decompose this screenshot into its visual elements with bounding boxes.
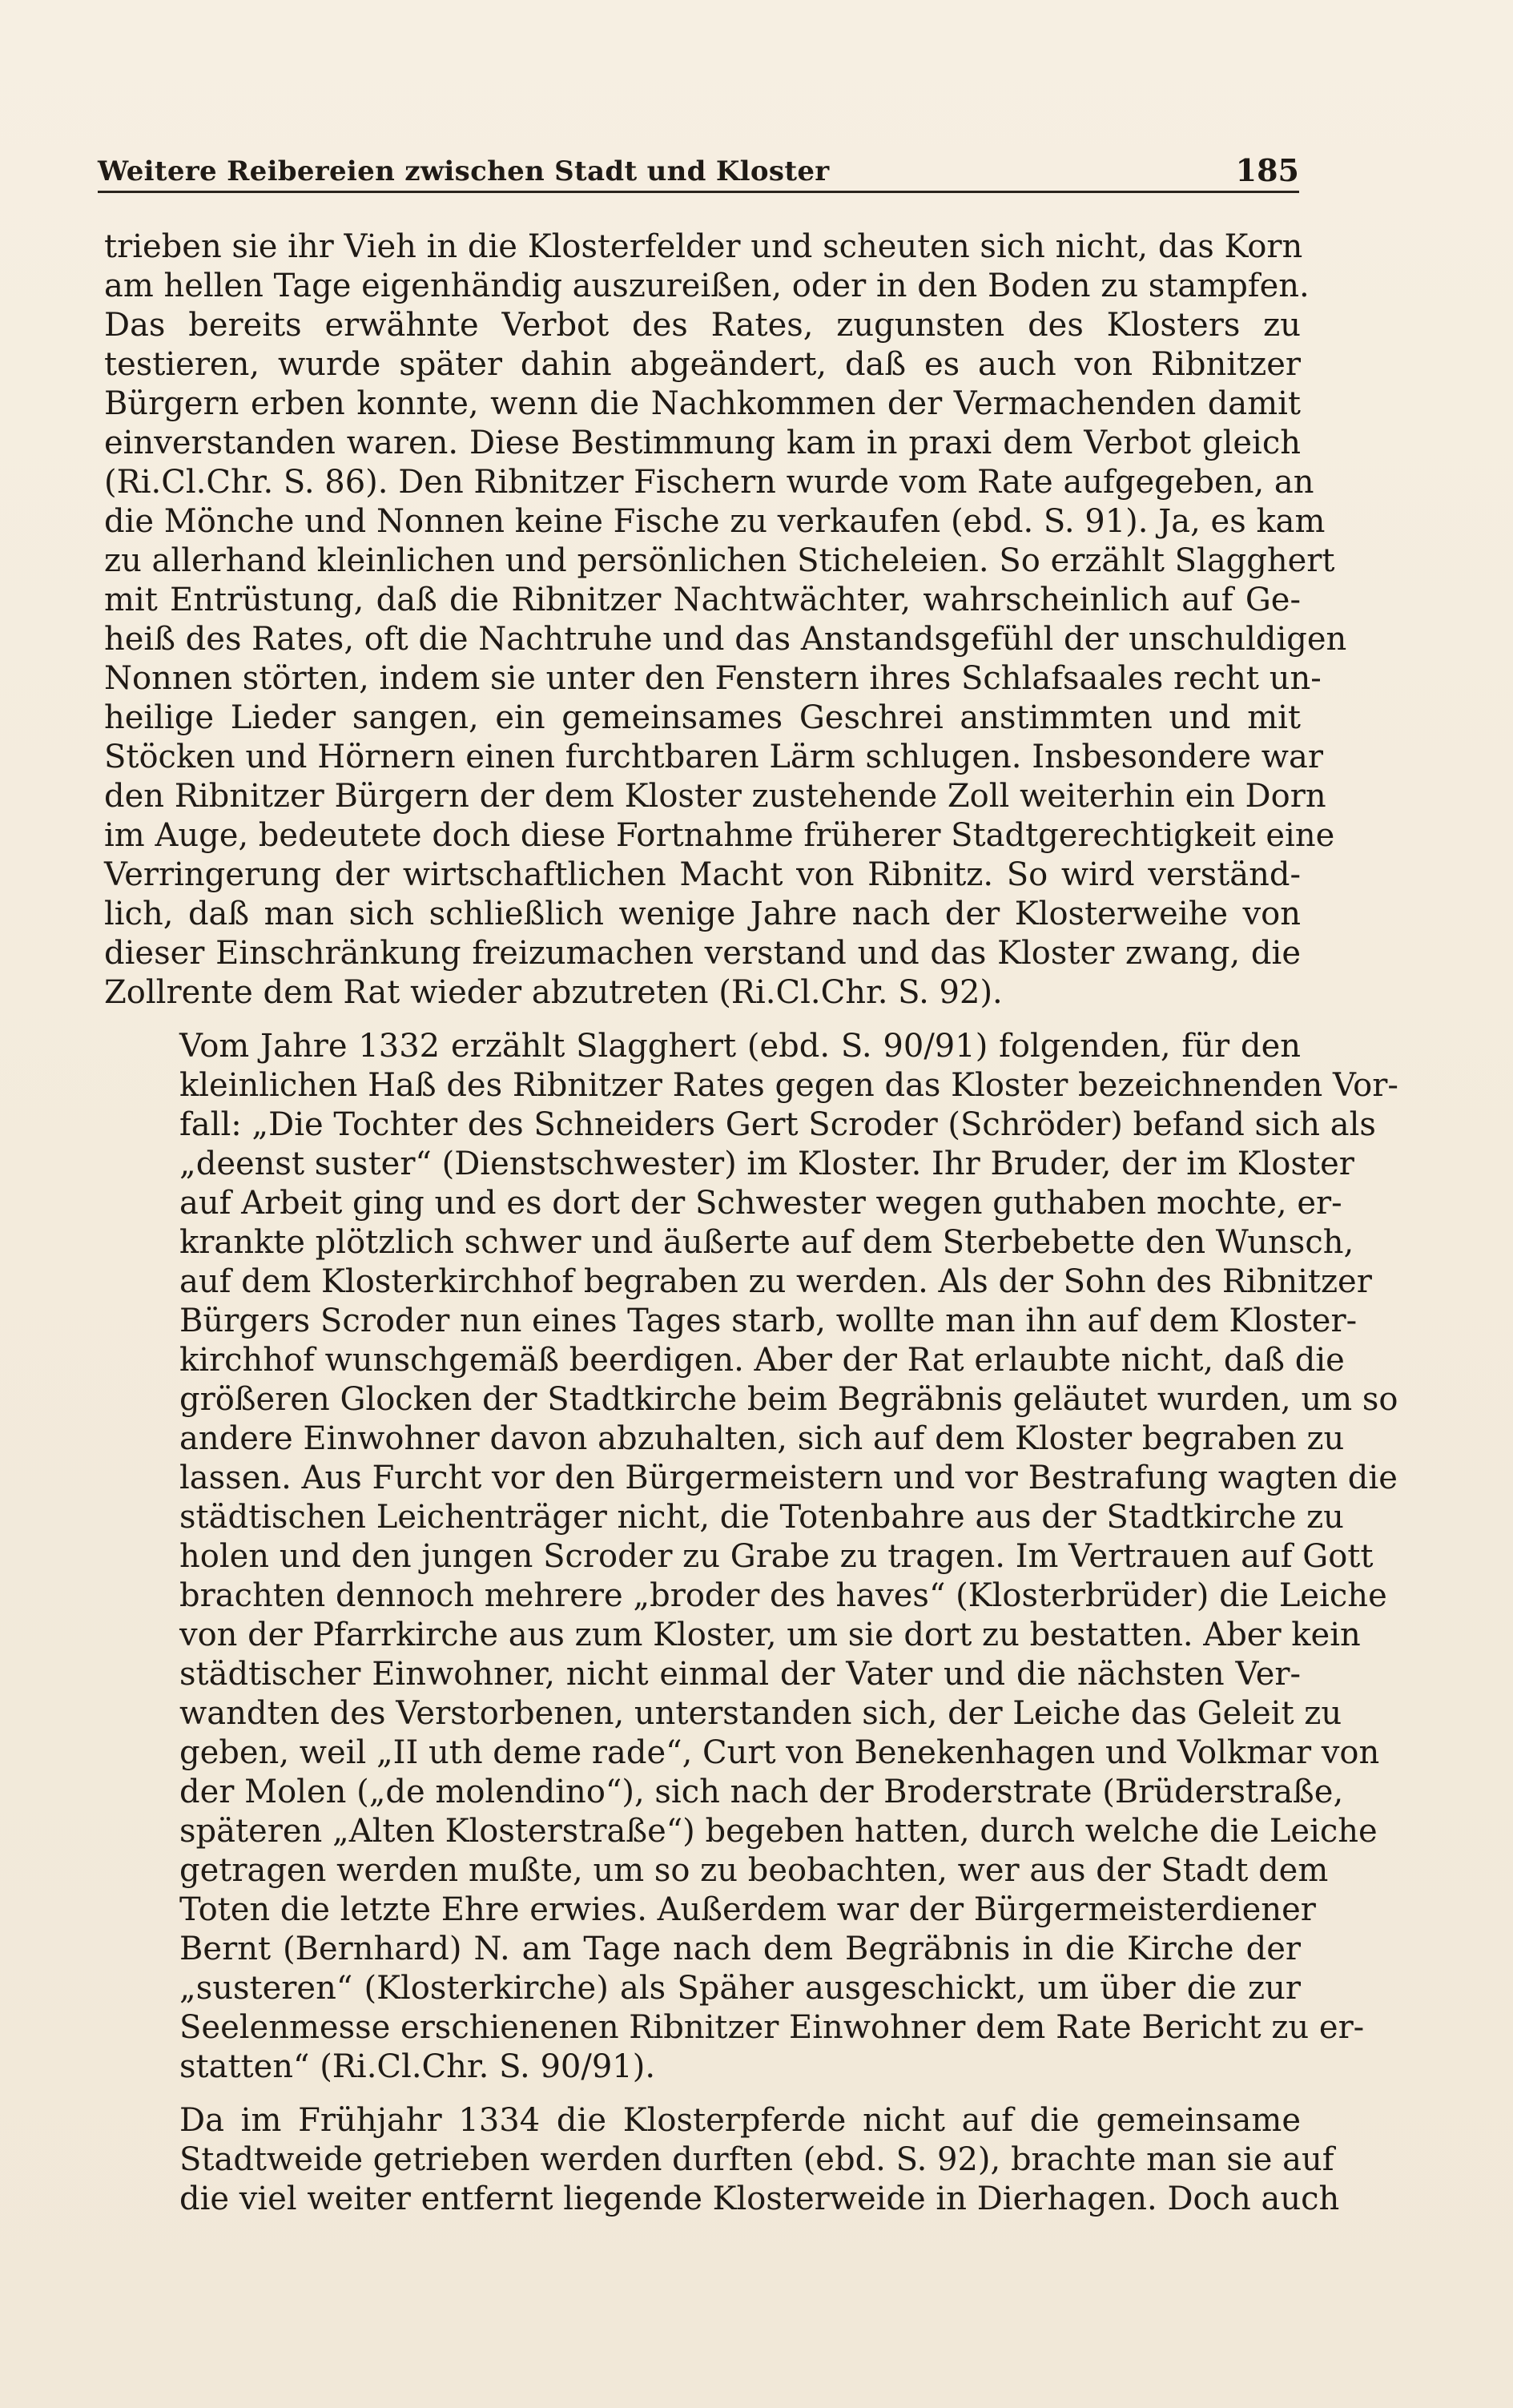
text-line: Stöcken und Hörnern einen furchtbaren Lärm schlugen. Insbesondere war — [104, 739, 1323, 775]
text-line: die Mönche und Nonnen keine Fische zu verkaufen (ebd. S. 91). Ja, es kam — [104, 503, 1326, 540]
text-line: die viel weiter entfernt liegende Klosterweide in Dierhagen. Doch auch — [179, 2180, 1340, 2217]
text-line: Toten die letzte Ehre erwies. Außerdem war der Bürgermeisterdiener — [179, 1891, 1316, 1928]
text-line: testieren, wurde später dahin abgeändert, daß es auch von Ribnitzer — [104, 346, 1301, 383]
text-line: statten“ (Ri.Cl.Chr. S. 90/91). — [179, 2048, 656, 2085]
text-line: größeren Glocken der Stadtkirche beim Begräbnis geläutet wurden, um so — [179, 1381, 1398, 1418]
text-line: Bernt (Bernhard) N. am Tage nach dem Begräbnis in die Kirche der — [179, 1931, 1301, 1967]
text-line: wandten des Verstorbenen, unterstanden sich, der Leiche das Geleit zu — [179, 1695, 1342, 1732]
text-line: Nonnen störten, indem sie unter den Fenstern ihres Schlafsaales recht un- — [104, 660, 1322, 697]
text-line: Vom Jahre 1332 erzählt Slagghert (ebd. S. 90/91) folgenden, für den — [179, 1028, 1301, 1065]
text-line: der Molen („de molendino“), sich nach der Broderstrate (Brüderstraße, — [179, 1774, 1344, 1810]
text-line: trieben sie ihr Vieh in die Klosterfelder und scheuten sich nicht, das Korn — [104, 228, 1303, 265]
text-line: (Ri.Cl.Chr. S. 86). Den Ribnitzer Fischern wurde vom Rate aufgegeben, an — [104, 464, 1314, 501]
text-line: zu allerhand kleinlichen und persönlichen Sticheleien. So erzählt Slagghert — [104, 542, 1335, 579]
page-number: 185 — [1235, 152, 1299, 188]
text-line: städtischen Leichenträger nicht, die Totenbahre aus der Stadtkirche zu — [179, 1499, 1344, 1536]
text-line: einverstanden waren. Diese Bestimmung kam in praxi dem Verbot gleich — [104, 425, 1301, 461]
text-line: lassen. Aus Furcht vor den Bürgermeistern und vor Bestrafung wagten die — [179, 1460, 1398, 1496]
text-line: Stadtweide getrieben werden durften (ebd. S. 92), brachte man sie auf — [179, 2141, 1334, 2178]
text-line: kirchhof wunschgemäß beerdigen. Aber der Rat erlaubte nicht, daß die — [179, 1342, 1345, 1379]
text-line: „deenst suster“ (Dienstschwester) im Kloster. Ihr Bruder, der im Kloster — [179, 1146, 1354, 1182]
text-line: fall: „Die Tochter des Schneiders Gert Scroder (Schröder) befand sich als — [179, 1106, 1376, 1143]
paragraph — [104, 2101, 1340, 2219]
paragraph — [104, 1027, 1398, 2087]
text-line: Da im Frühjahr 1334 die Klosterpferde nicht auf die gemeinsame — [179, 2102, 1301, 2139]
text-line: am hellen Tage eigenhändig auszureißen, oder in den Boden zu stampfen. — [104, 268, 1310, 304]
text-line: Bürgers Scroder nun eines Tages starb, wollte man ihn auf dem Kloster- — [179, 1303, 1358, 1339]
text-line: mit Entrüstung, daß die Ribnitzer Nachtwächter, wahrscheinlich auf Ge- — [104, 582, 1301, 618]
text-line: Zollrente dem Rat wieder abzutreten (Ri.Cl.Chr. S. 92). — [104, 974, 1003, 1011]
text-line: getragen werden mußte, um so zu beobachten, wer aus der Stadt dem — [179, 1852, 1329, 1889]
text-line: von der Pfarrkirche aus zum Kloster, um sie dort zu bestatten. Aber kein — [179, 1617, 1361, 1653]
text-line: Verringerung der wirtschaftlichen Macht von Ribnitz. So wird verständ- — [104, 856, 1301, 893]
text-line: heiß des Rates, oft die Nachtruhe und das Anstandsgefühl der unschuldigen — [104, 621, 1347, 658]
text-line: Bürgern erben konnte, wenn die Nachkommen der Vermachenden damit — [104, 385, 1301, 422]
text-line: geben, weil „II uth deme rade“, Curt von Benekenhagen und Volkmar von — [179, 1734, 1380, 1771]
text-line: im Auge, bedeutete doch diese Fortnahme früherer Stadtgerechtigkeit eine — [104, 817, 1335, 854]
text-line: holen und den jungen Scroder zu Grabe zu tragen. Im Vertrauen auf Gott — [179, 1538, 1374, 1575]
text-line: dieser Einschränkung freizumachen verstand und das Kloster zwang, die — [104, 935, 1301, 972]
text-line: „susteren“ (Klosterkirche) als Späher ausgeschickt, um über die zur — [179, 1970, 1301, 2007]
running-title: Weitere Reibereien zwischen Stadt und Kloster — [98, 155, 830, 187]
text-line: den Ribnitzer Bürgern der dem Kloster zustehende Zoll weiterhin ein Dorn — [104, 778, 1326, 815]
text-line: städtischer Einwohner, nicht einmal der Vater und die nächsten Ver- — [179, 1656, 1301, 1693]
text-line: krankte plötzlich schwer und äußerte auf dem Sterbebette den Wunsch, — [179, 1224, 1354, 1261]
body-text — [104, 228, 1398, 2233]
running-header — [98, 149, 1299, 193]
text-line: lich, daß man sich schließlich wenige Jahre nach der Klosterweihe von — [104, 896, 1301, 932]
text-line: auf dem Klosterkirchhof begraben zu werden. Als der Sohn des Ribnitzer — [179, 1263, 1372, 1300]
text-line: Das bereits erwähnte Verbot des Rates, zugunsten des Klosters zu — [104, 307, 1301, 344]
text-line: kleinlichen Haß des Ribnitzer Rates gegen das Kloster bezeichnenden Vor- — [179, 1067, 1398, 1104]
text-line: andere Einwohner davon abzuhalten, sich auf dem Kloster begraben zu — [179, 1420, 1345, 1457]
text-line: auf Arbeit ging und es dort der Schwester wegen guthaben mochte, er- — [179, 1185, 1342, 1222]
text-line: Seelenmesse erschienenen Ribnitzer Einwohner dem Rate Bericht zu er- — [179, 2009, 1365, 2046]
text-line: brachten dennoch mehrere „broder des haves“ (Klosterbrüder) die Leiche — [179, 1577, 1387, 1614]
text-line: späteren „Alten Klosterstraße“) begeben hatten, durch welche die Leiche — [179, 1813, 1378, 1850]
text-line: heilige Lieder sangen, ein gemeinsames Geschrei anstimmten und mit — [104, 699, 1301, 736]
paragraph — [104, 228, 1347, 1013]
